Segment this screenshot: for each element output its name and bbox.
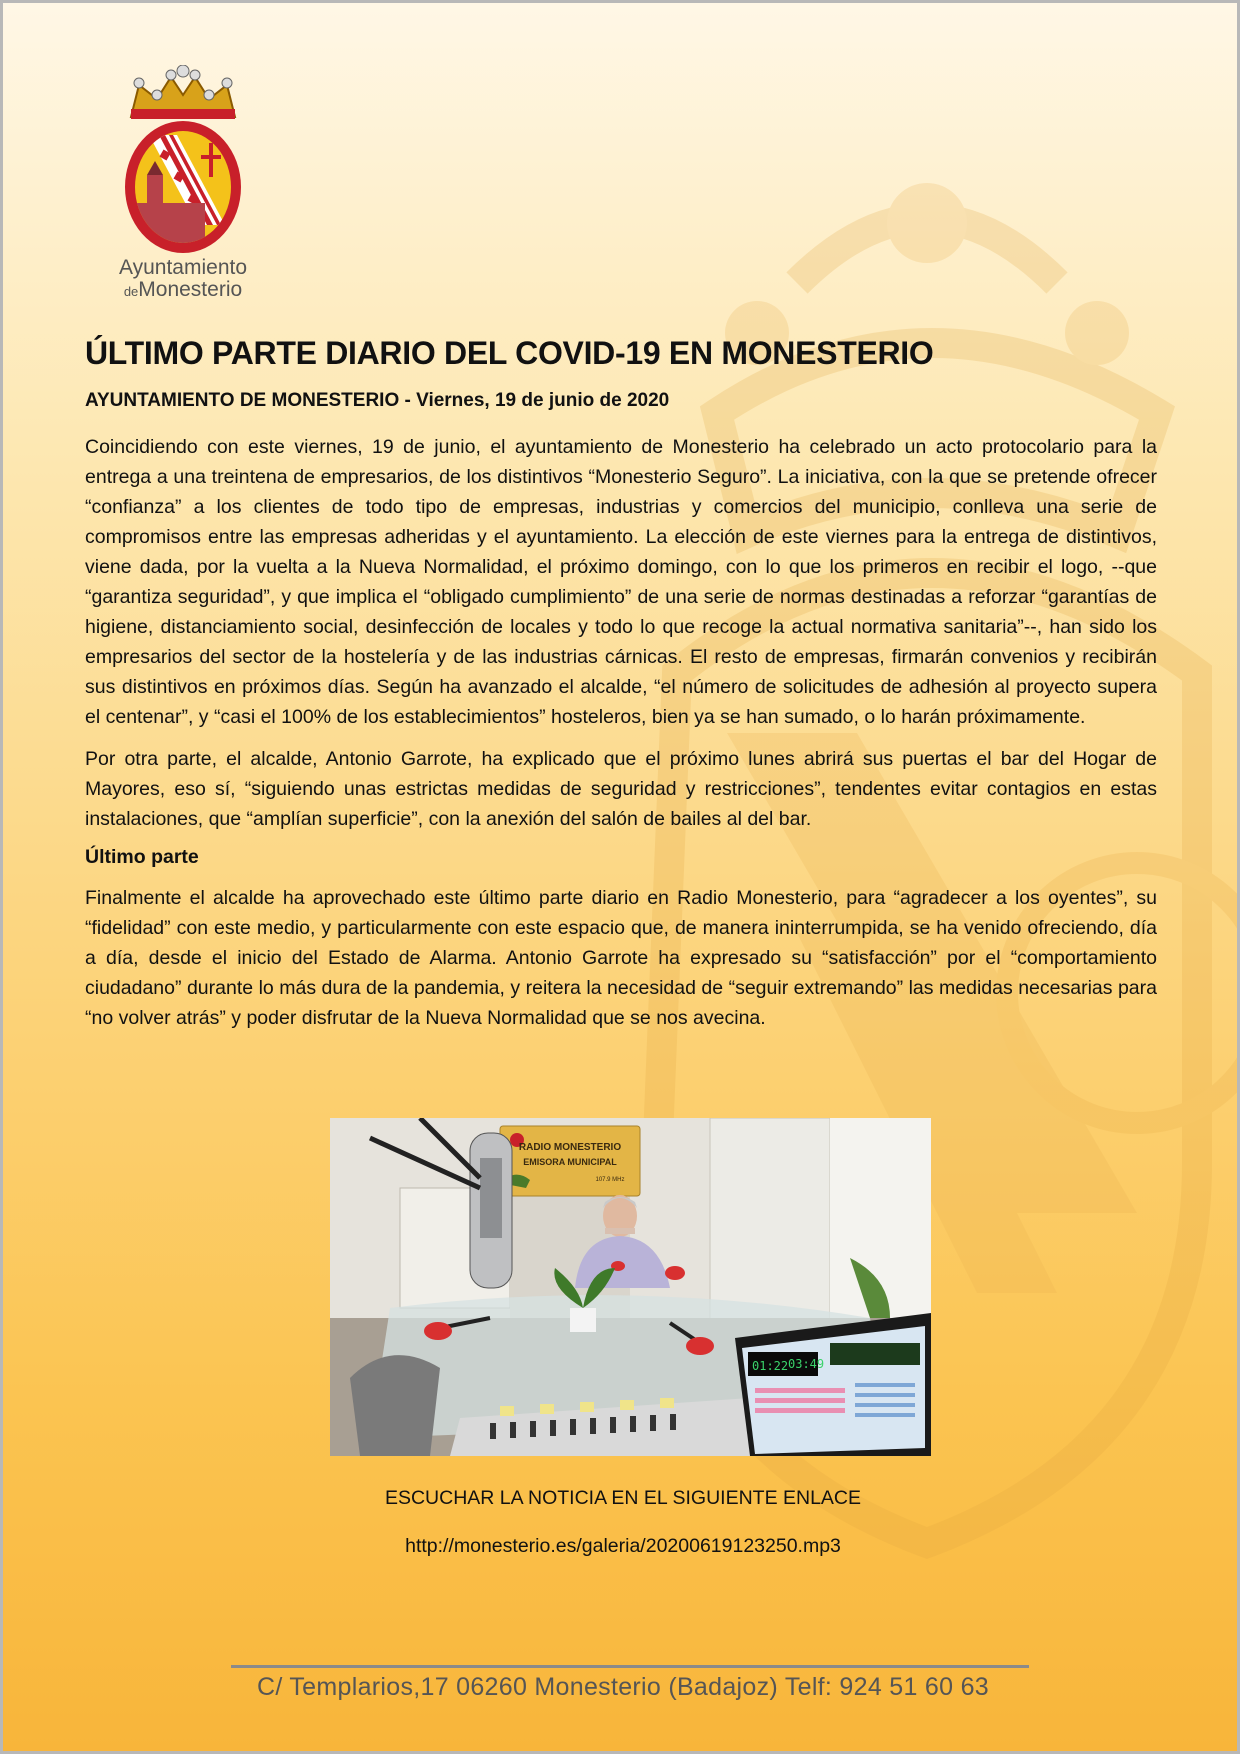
logo-line-1: Ayuntamiento (118, 256, 248, 279)
coat-of-arms-icon (113, 65, 253, 255)
footer-address: C/ Templarios,17 06260 Monesterio (Badajoz) Telf: 924 51 60 63 (256, 1673, 989, 1701)
logo-line-2-main: Monesterio (138, 278, 243, 302)
logo-line-2-prefix: de (123, 284, 139, 300)
logo-line-2 (103, 279, 263, 301)
municipality-logo (103, 65, 263, 305)
monitor-clock-2: 03:49 (788, 1357, 825, 1371)
article-paragraph-final: Finalmente el alcalde ha aprovechado este último parte diario en Radio Monesterio, para “agradecer a los oyentes”, su “fidelidad” con este medio, y particularmente con este espacio que, de manera ininterrumpida, se ha venido ofreciendo, día a día, desde el inicio del Estado de Alarma. Antonio Garrote ha expresado su “satisfacción” por el “comportamiento ciudadano” durante lo más dura de la pandemia, y reitera la necesidad de “seguir extremando” las medidas necesarias para “no volver atrás” y poder disfrutar de la Nueva Normalidad que se nos avecina. (85, 887, 1157, 1029)
article-body (85, 335, 1157, 1045)
sign-line-1: RADIO MONESTERIO (518, 1142, 622, 1153)
radio-studio-photo (330, 1118, 931, 1456)
article-paragraph-2: Por otra parte, el alcalde, Antonio Garrote, ha explicado que el próximo lunes abrirá sus puertas el bar del Hogar de Mayores, eso sí, “siguiendo unas estrictas medidas de seguridad y restricciones”, tendentes evitar contagios en estas instalaciones, que “amplían superficie”, con la anexión del salón de bailes al del bar. (85, 748, 1157, 830)
monitor-clock-1: 01:22 (752, 1359, 789, 1373)
footer-divider (231, 1665, 1029, 1668)
audio-link[interactable]: http://monesterio.es/galeria/20200619123250.mp3 (405, 1535, 841, 1557)
listen-label: ESCUCHAR LA NOTICIA EN EL SIGUIENTE ENLACE (384, 1487, 862, 1509)
sign-line-3: 107.9 MHz (595, 1177, 625, 1183)
article-subtitle: AYUNTAMIENTO DE MONESTERIO - Viernes, 19 de junio de 2020 (85, 390, 670, 411)
logo-caption (103, 257, 263, 301)
sign-line-2: EMISORA MUNICIPAL (523, 1157, 617, 1167)
section-heading: Último parte (85, 846, 199, 868)
article-title: ÚLTIMO PARTE DIARIO DEL COVID-19 EN MONESTERIO (85, 335, 934, 371)
article-paragraph-1: Coincidiendo con este viernes, 19 de junio, el ayuntamiento de Monesterio ha celebrado un acto protocolario para la entrega a una treintena de empresarios, de los distintivos “Monesterio Seguro”. La iniciativa, con la que se pretende ofrecer “confianza” a los clientes de todo tipo de empresas, industrias y comercios del municipio, conlleva una serie de compromisos entre las empresas adheridas y el ayuntamiento. La elección de este viernes para la entrega de distintivos, viene dada, por la vuelta a la Nueva Normalidad, el próximo domingo, con lo que los primeros en recibir el logo, --que “garantiza seguridad”, y que implica el “obligado cumplimiento” de una serie de normas destinadas a reforzar “garantías de higiene, distanciamiento social, desinfección de locales y todo lo que recoge la actual normativa sanitaria”--, han sido los empresarios del sector de la hostelería y de las industrias cárnicas. El resto de empresas, firmarán convenios y recibirán sus distintivos en próximos días. Según ha avanzado el alcalde, “el número de solicitudes de adhesión al proyecto supera el centenar”, y “casi el 100% de los establecimientos” hosteleros, bien ya se han sumado, o lo harán próximamente. (85, 436, 1157, 728)
